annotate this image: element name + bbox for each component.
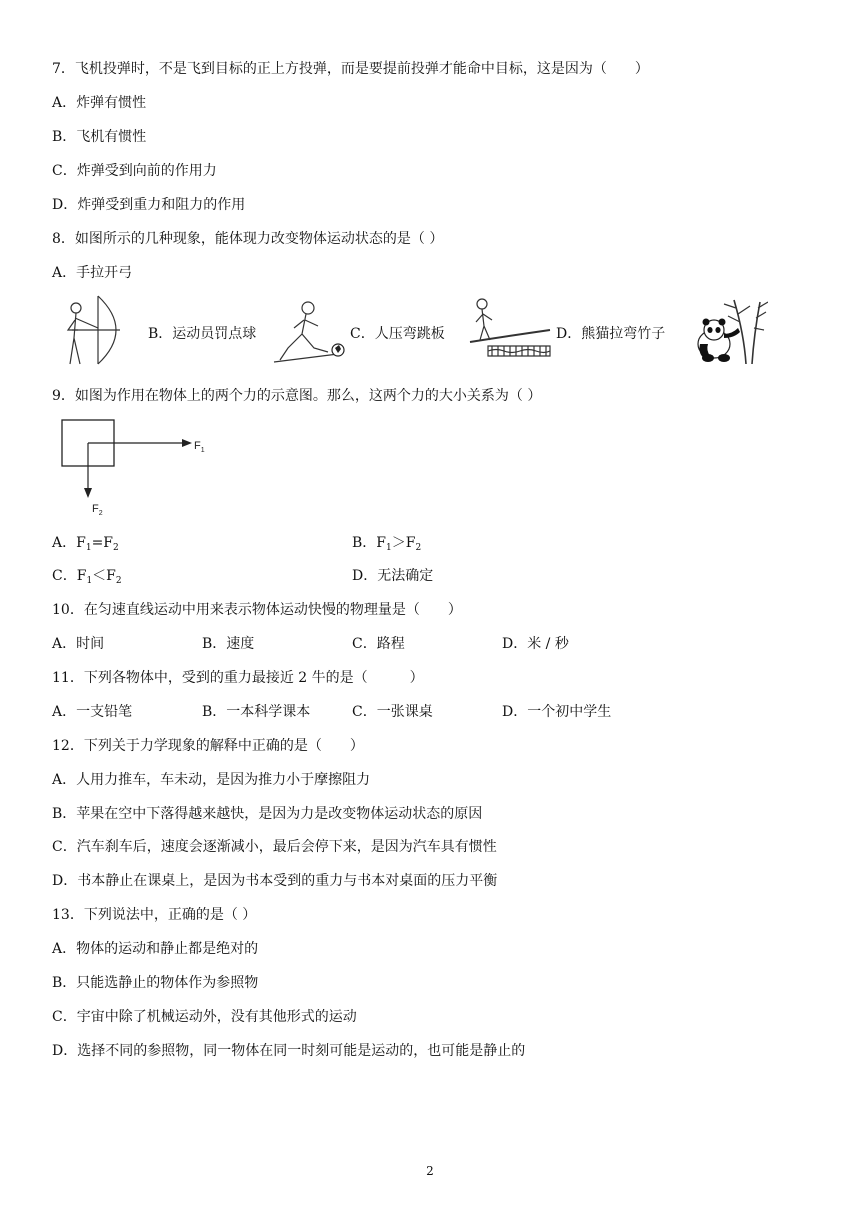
q8-option-b: B．运动员罚点球 bbox=[148, 326, 257, 342]
q11-option-c: C．一张课桌 bbox=[352, 704, 433, 720]
q12-option-a: A．人用力推车，车未动，是因为推力小于摩擦阻力 bbox=[52, 772, 371, 788]
q12-stem: 12．下列关于力学现象的解释中正确的是（ ） bbox=[52, 738, 364, 754]
q7-option-b: B．飞机有惯性 bbox=[52, 129, 147, 145]
q9-option-a: A．$F_1=F_2$ bbox=[52, 535, 119, 553]
q10-stem: 10．在匀速直线运动中用来表示物体运动快慢的物理量是（ ） bbox=[52, 602, 462, 618]
page-number: 2 bbox=[426, 1164, 434, 1178]
q9-option-d: D．无法确定 bbox=[352, 568, 434, 584]
panda-bamboo-figure bbox=[694, 294, 768, 366]
f2-label: $F_2$ bbox=[92, 503, 103, 517]
q12-option-b: B．苹果在空中下落得越来越快，是因为力是改变物体运动状态的原因 bbox=[52, 806, 483, 822]
q8-option-c: C．人压弯跳板 bbox=[350, 326, 445, 342]
q10-option-b: B．速度 bbox=[202, 636, 255, 652]
q12-option-d: D．书本静止在课桌上，是因为书本受到的重力与书本对桌面的压力平衡 bbox=[52, 873, 498, 889]
footballer-figure bbox=[268, 298, 350, 366]
q10-option-c: C．路程 bbox=[352, 636, 405, 652]
q11-stem: 11．下列各物体中，受到的重力最接近 2 牛的是（ ） bbox=[52, 670, 424, 686]
f1-label: $F_1$ bbox=[194, 440, 205, 454]
q13-option-d: D．选择不同的参照物，同一物体在同一时刻可能是运动的，也可能是静止的 bbox=[52, 1043, 526, 1059]
q12-option-c: C．汽车刹车后，速度会逐渐减小，最后会停下来，是因为汽车具有惯性 bbox=[52, 839, 497, 855]
q8-option-a: A．手拉开弓 bbox=[52, 265, 133, 281]
q11-option-d: D．一个初中学生 bbox=[502, 704, 612, 720]
q9-stem: 9．如图为作用在物体上的两个力的示意图。那么，这两个力的大小关系为（ ） bbox=[52, 388, 542, 404]
q10-option-a: A．时间 bbox=[52, 636, 105, 652]
q9-option-c: C．$F_1<F_2$ bbox=[52, 568, 122, 586]
q7-option-a: A．炸弹有惯性 bbox=[52, 95, 147, 111]
q7-option-c: C．炸弹受到向前的作用力 bbox=[52, 163, 217, 179]
q13-option-a: A．物体的运动和静止都是绝对的 bbox=[52, 941, 259, 957]
q11-option-b: B．一本科学课本 bbox=[202, 704, 311, 720]
q9-option-b: B．$F_1>F_2$ bbox=[352, 535, 422, 553]
q7-option-d: D．炸弹受到重力和阻力的作用 bbox=[52, 197, 246, 213]
q13-option-b: B．只能选静止的物体作为参照物 bbox=[52, 975, 259, 991]
q8-option-d: D．熊猫拉弯竹子 bbox=[556, 326, 666, 342]
q8-stem: 8．如图所示的几种现象，能体现力改变物体运动状态的是（ ） bbox=[52, 231, 444, 247]
force-diagram bbox=[60, 418, 220, 518]
q7-stem: 7．飞机投弹时，不是飞到目标的正上方投弹，而是要提前投弹才能命中目标，这是因为（ ） bbox=[52, 61, 649, 77]
q13-option-c: C．宇宙中除了机械运动外，没有其他形式的运动 bbox=[52, 1009, 357, 1025]
q11-option-a: A．一支铅笔 bbox=[52, 704, 133, 720]
archer-figure bbox=[58, 292, 132, 368]
q13-stem: 13．下列说法中，正确的是（ ） bbox=[52, 907, 257, 923]
diving-board-figure bbox=[468, 296, 552, 358]
q10-option-d: D．米 / 秒 bbox=[502, 636, 569, 652]
